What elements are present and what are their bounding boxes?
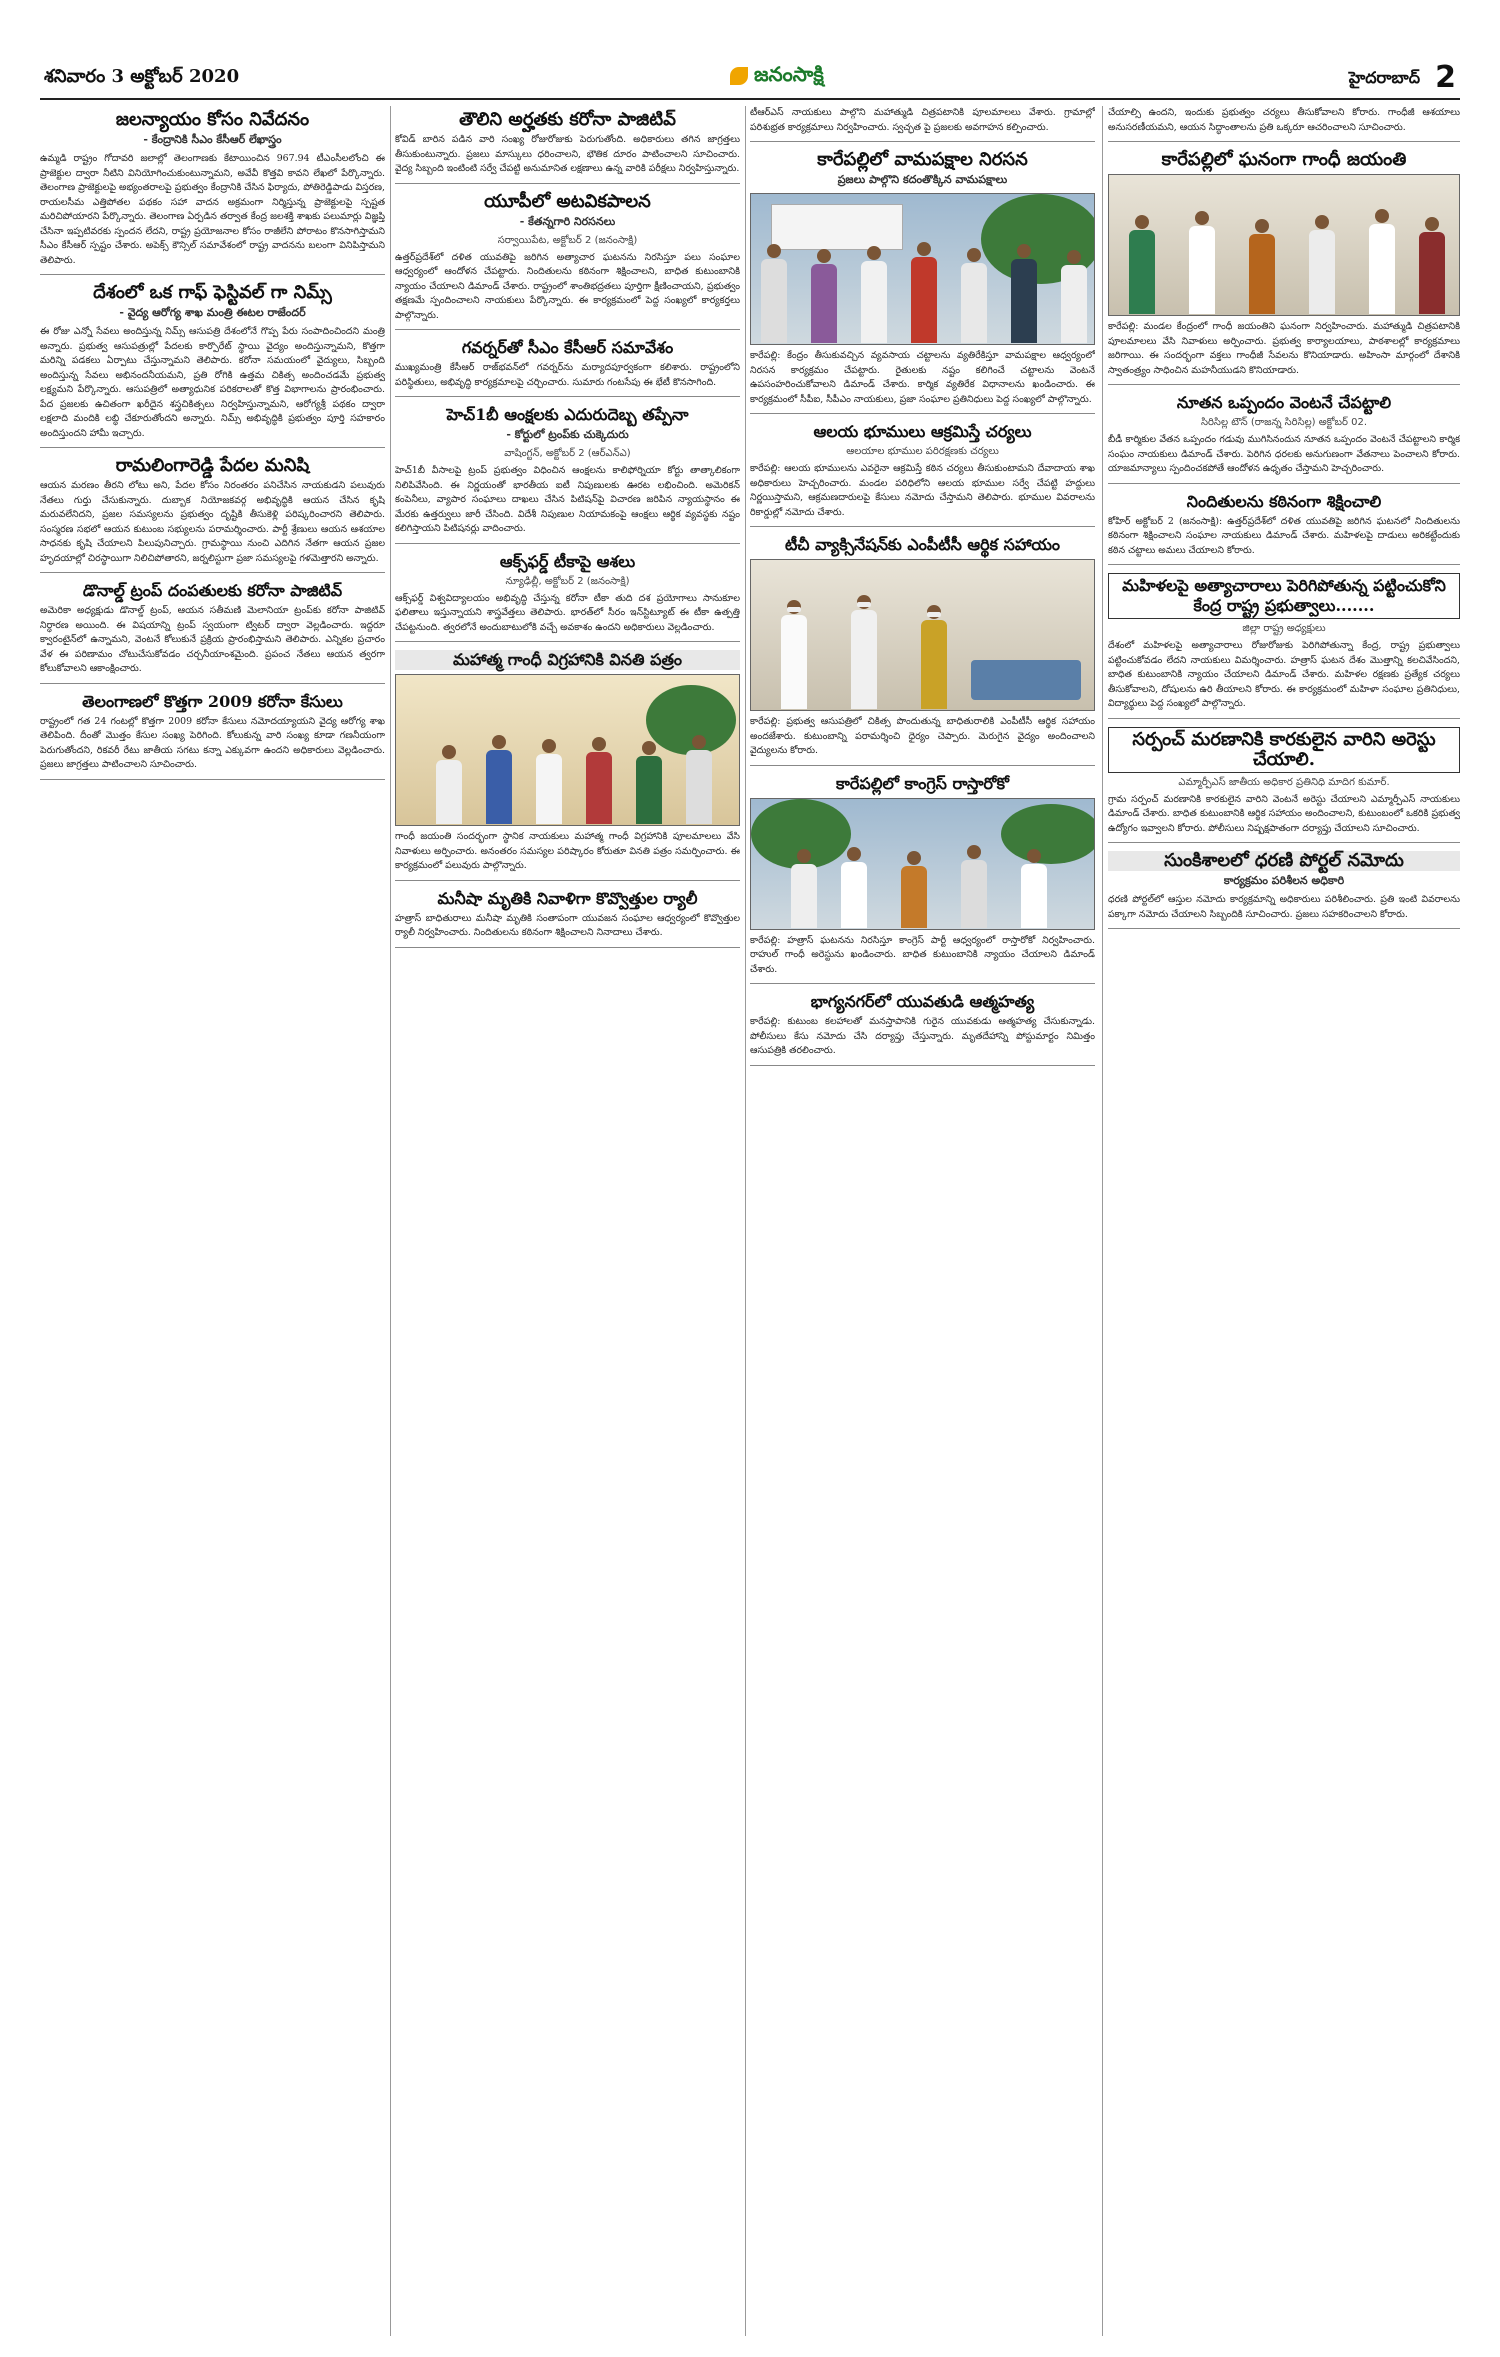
- article: [40, 283, 385, 448]
- person-figure: [1061, 250, 1087, 344]
- article-dateline: సర్వాయిపేట, అక్టోబర్ 2 (జనంసాక్షి): [497, 234, 638, 246]
- hospital-bed: [971, 660, 1081, 700]
- person-figure: [486, 735, 512, 825]
- person-figure: [961, 248, 987, 344]
- issue-date: శనివారం 3 అక్టోబర్ 2020: [44, 66, 240, 87]
- article: [1108, 492, 1460, 566]
- article: [40, 110, 385, 275]
- article-headline: సర్పంచ్ మరణానికి కారకులైన వారిని అరెస్టు చేయాలి.: [1108, 727, 1460, 773]
- article: [1108, 727, 1460, 844]
- article-dateline: వాషింగ్టన్, అక్టోబర్ 2 (ఆర్ఎన్ఎ): [504, 448, 631, 459]
- article-body: కారేపల్లి: ఆలయ భూములను ఎవరైనా ఆక్రమిస్తే కఠిన చర్యలు తీసుకుంటామని దేవాదాయ శాఖ అధికారులు హెచ్చరించారు. మండల పరిధిలోని ఆలయ భూముల సర్వే చేపట్టి హద్దులు నిర్ణయిస్తామని, ఆక్రమణదారులపై కేసులు నమోదు చేస్తామని తెలిపారు. భూముల వివరాలను రికార్డుల్లో నమోదు చేశారు.: [750, 463, 1095, 518]
- article: [750, 535, 1095, 766]
- article: [1108, 393, 1460, 484]
- article-body: చేయాల్సి ఉందని, ఇందుకు ప్రభుత్వం చర్యలు తీసుకోవాలని కోరారు. గాంధీజీ ఆశయాలు అనుసరణీయమని, ఆయన సిద్ధాంతాలను ప్రతి ఒక్కరూ ఆచరించాలని సూచించారు.: [1108, 107, 1460, 133]
- article-subhead: ప్రజలు పాల్గొని కదంతొక్కిన వామపక్షాలు: [837, 173, 1008, 186]
- article-headline: హెచ్1బీ ఆంక్షలకు ఎదురుదెబ్బ తప్పేనా: [446, 405, 689, 424]
- person-figure: [911, 242, 937, 344]
- person-figure: [851, 595, 877, 710]
- article-body: కారేపల్లి: కుటుంబ కలహాలతో మనస్తాపానికి గురైన యువకుడు ఆత్మహత్య చేసుకున్నాడు. పోలీసులు కేసు నమోదు చేసి దర్యాప్తు చేస్తున్నారు. మృతదేహాన్ని పోస్టుమార్టం నిమిత్తం ఆసుపత్రికి తరలించారు.: [750, 1016, 1095, 1056]
- article-body: కోవిడ్ బారిన పడిన వారి సంఖ్య రోజురోజుకు పెరుగుతోంది. అధికారులు తగిన జాగ్రత్తలు తీసుకుంటున్నారు. ప్రజలు మాస్కులు ధరించాలని, భౌతిక దూరం పాటించాలని సూచించారు. వైద్య సిబ్బంది ఇంటింటి సర్వే చేపట్టి అనుమానిత లక్షణాలు ఉన్న వారికి పరీక్షలు నిర్వహిస్తున్నారు.: [395, 134, 740, 174]
- person-figure: [811, 249, 837, 344]
- person-figure: [686, 735, 712, 825]
- article-body: ఉత్తర్‌ప్రదేశ్‌లో దళిత యువతిపై జరిగిన అత్యాచార ఘటనను నిరసిస్తూ పలు సంఘాల ఆధ్వర్యంలో ఆందోళన చేపట్టారు. నిందితులను కఠినంగా శిక్షించాలని, బాధిత కుటుంబానికి న్యాయం చేయాలని డిమాండ్ చేశారు. రాష్ట్రంలో శాంతిభద్రతలు పూర్తిగా క్షీణించాయని, ప్రభుత్వం తక్షణమే స్పందించాలని నాయకులు పేర్కొన్నారు. ఈ కార్యక్రమంలో పెద్ద సంఖ్యలో కార్యకర్తలు పాల్గొన్నారు.: [395, 251, 740, 321]
- article: [395, 405, 740, 544]
- masthead: [40, 62, 1460, 100]
- column-rule: [1102, 106, 1103, 2336]
- article: [750, 422, 1095, 527]
- news-photo: [750, 559, 1095, 711]
- article-subhead: - కేంద్రానికి సీఎం కేసీఆర్ లేఖాస్త్రం: [143, 133, 282, 146]
- person-figure: [961, 845, 987, 929]
- article-headline: జలన్యాయం కోసం నివేదనం: [115, 109, 310, 130]
- column-4: [1108, 106, 1460, 2346]
- article-headline: తెలంగాణలో కొత్తగా 2009 కరోనా కేసులు: [82, 691, 343, 711]
- logo-text: జనంసాక్షి: [754, 62, 824, 86]
- article-headline: డొనాల్డ్ ట్రంప్ దంపతులకు కరోనా పాజిటివ్: [82, 581, 343, 600]
- person-figure: [791, 849, 817, 929]
- article: [395, 338, 740, 397]
- article: [395, 192, 740, 331]
- article-body: ఈ రోజు ఎన్నో సేవలు అందిస్తున్న నిమ్స్ ఆసుపత్రి దేశంలోనే గొప్ప పేరు సంపాదించిందని మంత్రి అన్నారు. ప్రభుత్వ ఆసుపత్రుల్లో పేదలకు కార్పొరేట్ స్థాయి వైద్యం అందిస్తున్నామని, కొత్తగా మరిన్ని పడకలు ఏర్పాటు చేస్తున్నామని తెలిపారు. కరోనా సమయంలో వైద్యులు, సిబ్బంది అందిస్తున్న సేవలు అభినందనీయమని, ప్రతి రోగికి ఉత్తమ చికిత్స అందించడమే ప్రభుత్వ లక్ష్యమని పేర్కొన్నారు. ఆసుపత్రిలో అత్యాధునిక పరికరాలతో కొత్త విభాగాలను ప్రారంభించారు. పేద ప్రజలకు ఉచితంగా ఖరీదైన శస్త్రచికిత్సలు నిర్వహిస్తున్నామని, ఆరోగ్యశ్రీ పథకం ద్వారా లక్షలాది మందికి లబ్ధి చేకూరుతోందని అన్నారు. నిమ్స్ అభివృద్ధికి ప్రభుత్వం పూర్తి సహకారం అందిస్తుందని హామీ ఇచ్చారు.: [40, 326, 385, 439]
- news-photo: [395, 674, 740, 826]
- article-body: కారేపల్లి: కేంద్రం తీసుకువచ్చిన వ్యవసాయ చట్టాలను వ్యతిరేకిస్తూ వామపక్షాల ఆధ్వర్యంలో నిరసన కార్యక్రమం చేపట్టారు. రైతులకు నష్టం కలిగించే చట్టాలను వెంటనే ఉపసంహరించుకోవాలని డిమాండ్ చేశారు. కార్మిక వ్యతిరేక విధానాలను ఖండించారు. ఈ కార్యక్రమంలో సీపీఐ, సీపీఎం నాయకులు, ప్రజా సంఘాల ప్రతినిధులు పెద్ద సంఖ్యలో పాల్గొన్నారు.: [750, 350, 1095, 405]
- article: [750, 150, 1095, 414]
- leaf-icon: [730, 67, 748, 85]
- person-figure: [586, 737, 612, 825]
- article-headline: కారేపల్లిలో కాంగ్రెస్ రాస్తారోకో: [836, 773, 1009, 793]
- article-body: గ్రామ సర్పంచ్ మరణానికి కారకులైన వారిని వెంటనే అరెస్టు చేయాలని ఎమ్మార్పీఎస్ నాయకులు డిమాండ్ చేశారు. బాధిత కుటుంబానికి ఆర్థిక సహాయం అందించాలని, కుటుంబంలో ఒకరికి ప్రభుత్వ ఉద్యోగం ఇవ్వాలని కోరారు. పోలీసులు నిష్పక్షపాతంగా దర్యాప్తు చేయాలని సూచించారు.: [1108, 793, 1460, 834]
- article-headline: తౌలిని అర్హతకు కరోనా పాజిటివ్: [459, 109, 676, 130]
- person-figure: [921, 605, 947, 710]
- article-body: కారేపల్లి: హత్రాస్ ఘటనను నిరసిస్తూ కాంగ్రెస్ పార్టీ ఆధ్వర్యంలో రాస్తారోకో నిర్వహించారు. రాహుల్ గాంధీ అరెస్టును ఖండించారు. బాధిత కుటుంబానికి న్యాయం చేయాలని డిమాండ్ చేశారు.: [750, 934, 1095, 975]
- article-body: ఉమ్మడి రాష్ట్రం గోదావరి జలాల్లో తెలంగాణకు కేటాయించిన 967.94 టీఎంసీలలోంచి ఈ ప్రాజెక్టుల ద్వారా నీటిని వినియోగించుకుంటున్నామని, అవేవీ కొత్తవి కావని లేఖలో పేర్కొన్నారు. తెలంగాణ ప్రాజెక్టులపై అభ్యంతరాలపై ప్రభుత్వం కేంద్రానికి చేసిన ఫిర్యాదు, పోతిరెడ్డిపాడు విస్తరణ, రాయలసీమ ఎత్తిపోతల పథకం సహా వాదన అక్రమంగా నిర్మిస్తున్న ప్రాజెక్టులపై స్పష్టత మరిచిపోయారని పేర్కొన్నారు. తెలంగాణ ఏర్పడిన తర్వాత కేంద్ర జలశక్తి శాఖకు పలుమార్లు విజ్ఞప్తి చేసినా ఇప్పటివరకు స్పందన లేదని, రాష్ట్ర ప్రయోజనాల కోసం రాజీలేని పోరాటం కొనసాగిస్తామని సీఎం కేసీఆర్ స్పష్టం చేశారు. అపెక్స్ కౌన్సిల్ సమావేశంలో రాష్ట్ర వాదనను బలంగా వినిపిస్తామని తెలిపారు.: [40, 153, 385, 266]
- person-figure: [841, 847, 867, 929]
- person-figure: [636, 741, 662, 825]
- article-subhead: - కేతన్నగారి నిరసనలు: [519, 214, 616, 228]
- article-dateline: సిరిసిల్ల టౌన్ (రాజన్న సిరిసిల్ల) అక్టోబర్ 02.: [1200, 417, 1367, 428]
- person-figure: [536, 739, 562, 825]
- page-number: 2: [1435, 60, 1456, 95]
- article-headline: మహాత్మ గాంధీ విగ్రహానికి వినతి పత్రం: [395, 650, 740, 670]
- article-subhead: కార్యక్రమం పరిశీలన అధికారి: [1223, 874, 1345, 887]
- article-headline: గవర్నర్‌తో సీఎం కేసీఆర్ సమావేశం: [461, 338, 674, 357]
- article-headline: నిందితులను కఠినంగా శిక్షించాలి: [1186, 491, 1382, 511]
- article: [40, 692, 385, 780]
- article: [1108, 573, 1460, 719]
- article: [40, 581, 385, 684]
- person-figure: [861, 246, 887, 344]
- article-body: దేశంలో మహిళలపై అత్యాచారాలు రోజురోజుకు పెరిగిపోతున్నా కేంద్ర, రాష్ట్ర ప్రభుత్వాలు పట్టించుకోవడం లేదని నాయకులు విమర్శించారు. హత్రాస్ ఘటన దేశం మొత్తాన్ని కలచివేసిందని, బాధిత కుటుంబానికి న్యాయం చేయాలని డిమాండ్ చేశారు. మహిళల రక్షణకు ప్రత్యేక చర్యలు తీసుకోవాలని, దోషులను ఉరి తీయాలని కోరారు. ఈ కార్యక్రమంలో మహిళా సంఘాల ప్రతినిధులు, విద్యార్థులు పెద్ద సంఖ్యలో పాల్గొన్నారు.: [1108, 640, 1460, 709]
- article-body: ఆక్స్‌ఫర్డ్ విశ్వవిద్యాలయం అభివృద్ధి చేస్తున్న కరోనా టీకా తుది దశ ప్రయోగాలు సానుకూల ఫలితాలు ఇస్తున్నాయని శాస్త్రవేత్తలు తెలిపారు. భారత్‌లో సీరం ఇన్‌స్టిట్యూట్ ఈ టీకా ఉత్పత్తి చేపట్టనుంది. త్వరలోనే అందుబాటులోకి వచ్చే అవకాశం ఉందని అధికారులు వెల్లడించారు.: [395, 592, 740, 633]
- article-dateline: ఎమ్మార్పీఎస్ జాతీయ అధికార ప్రతినిధి మాదిగ కుమార్.: [1178, 776, 1390, 788]
- article-body: రాష్ట్రంలో గత 24 గంటల్లో కొత్తగా 2009 కరోనా కేసులు నమోదయ్యాయని వైద్య ఆరోగ్య శాఖ తెలిపింది. దీంతో మొత్తం కేసుల సంఖ్య పెరిగింది. కోలుకున్న వారి సంఖ్య కూడా గణనీయంగా పెరుగుతోందని, రికవరీ రేటు జాతీయ సగటు కన్నా ఎక్కువగా ఉందని అధికారులు వెల్లడించారు. ప్రజలు జాగ్రత్తలు పాటించాలని సూచించారు.: [40, 715, 385, 770]
- article-headline: నూతన ఒప్పందం వెంటనే చేపట్టాలి: [1176, 393, 1392, 412]
- article-body: కోహిర్ అక్టోబర్ 2 (జనంసాక్షి): ఉత్తర్‌ప్రదేశ్‌లో దళిత యువతిపై జరిగిన ఘటనలో నిందితులను కఠినంగా శిక్షించాలని సంఘాల నాయకులు డిమాండ్ చేశారు. మహిళలపై దాడులు అరికట్టేందుకు కఠిన చట్టాలు అమలు చేయాలని కోరారు.: [1108, 515, 1460, 556]
- article: [750, 992, 1095, 1066]
- article-body: టీఆర్ఎస్ నాయకులు పాల్గొని మహాత్ముడి చిత్రపటానికి పూలమాలలు వేశారు. గ్రామాల్లో పరిశుభ్రత కార్యక్రమాలు నిర్వహించారు. స్వచ్ఛత పై ప్రజలకు అవగాహన కల్పించారు.: [750, 107, 1095, 133]
- edition-city: హైదరాబాద్: [1348, 68, 1420, 87]
- article-headline: రామలింగారెడ్డి పేదల మనిషి: [115, 455, 310, 476]
- article-body: అమెరికా అధ్యక్షుడు డొనాల్డ్ ట్రంప్, ఆయన సతీమణి మెలానియా ట్రంప్‌కు కరోనా పాజిటివ్ నిర్ధారణ అయింది. ఈ విషయాన్ని ట్రంప్ స్వయంగా ట్విటర్ ద్వారా వెల్లడించారు. ఇద్దరూ క్వారంటైన్‌లో ఉన్నామని, వెంటనే కోలుకునే ప్రక్రియ ప్రారంభిస్తామని తెలిపారు. ఎన్నికల ప్రచారం వేళ ఈ పరిణామం చోటుచేసుకోవడం చర్చనీయాంశమైంది. ప్రపంచ నేతలు ఆయన త్వరగా కోలుకోవాలని ఆకాంక్షించారు.: [40, 605, 385, 674]
- article-headline: కారేపల్లిలో ఘనంగా గాంధీ జయంతి: [1161, 149, 1407, 170]
- article: [1108, 150, 1460, 385]
- article: [1108, 106, 1460, 142]
- tree-shape: [1001, 804, 1095, 864]
- person-figure: [1011, 244, 1037, 344]
- article-headline: మనీషా మృతికి నివాళిగా కొవ్వొత్తుల ర్యాలీ: [437, 888, 698, 908]
- article-body: ధరణి పోర్టల్‌లో ఆస్తుల నమోదు కార్యక్రమాన్ని అధికారులు పరిశీలించారు. ప్రతి ఇంటి వివరాలను పక్కాగా నమోదు చేయాలని సిబ్బందికి సూచించారు. ప్రజలు సహకరించాలని కోరారు.: [1108, 894, 1460, 920]
- article-headline: కారేపల్లిలో వామపక్షాల నిరసన: [817, 149, 1028, 170]
- article-body: బీడీ కార్మికుల వేతన ఒప్పందం గడువు ముగిసినందున నూతన ఒప్పందం వెంటనే చేపట్టాలని కార్మిక సంఘం నాయకులు డిమాండ్ చేశారు. పెరిగిన ధరలకు అనుగుణంగా వేతనాలు పెంచాలని కోరారు. యాజమాన్యాలు స్పందించకపోతే ఆందోళన ఉధృతం చేస్తామని హెచ్చరించారు.: [1108, 434, 1460, 474]
- article: [395, 889, 740, 948]
- article-headline: మహిళలపై అత్యాచారాలు పెరిగిపోతున్న పట్టించుకోని కేంద్ర రాష్ట్ర ప్రభుత్వాలు.......: [1108, 573, 1460, 619]
- person-figure: [1021, 849, 1047, 929]
- column-rule: [745, 106, 746, 2336]
- article-headline: టీచీ వ్యాక్సినేషన్‌కు ఎంపీటీసీ ఆర్థిక సహాయం: [784, 535, 1061, 554]
- article-body: హెచ్1బీ వీసాలపై ట్రంప్ ప్రభుత్వం విధించిన ఆంక్షలను కాలిఫోర్నియా కోర్టు తాత్కాలికంగా నిలిపివేసింది. ఈ నిర్ణయంతో భారతీయ ఐటీ నిపుణులకు ఊరట లభించింది. అమెరికన్ కంపెనీలు, వ్యాపార సంఘాలు దాఖలు చేసిన పిటిషన్‌పై విచారణ జరిపిన న్యాయస్థానం ఈ మేరకు ఉత్తర్వులు జారీ చేసింది. విదేశీ నిపుణుల నియామకంపై ఆంక్షలు ఆర్థిక వ్యవస్థకు నష్టం కలిగిస్తాయని పిటిషనర్లు వాదించారు.: [395, 465, 740, 534]
- article-headline: భాగ్యనగర్‌లో యువతుడి ఆత్మహత్య: [810, 992, 1035, 1011]
- article-body: కారేపల్లి: మండల కేంద్రంలో గాంధీ జయంతిని ఘనంగా నిర్వహించారు. మహాత్ముడి చిత్రపటానికి పూలమాలలు వేసి నివాళులు అర్పించారు. ప్రభుత్వ కార్యాలయాలు, పాఠశాలల్లో కార్యక్రమాలు జరిగాయి. ఈ సందర్భంగా వక్తలు గాంధీజీ సేవలను కొనియాడారు. అహింసా మార్గంలో దేశానికి స్వాతంత్ర్యం సాధించిన మహనీయుడని కొనియాడారు.: [1108, 321, 1460, 376]
- protest-banner: [771, 204, 903, 250]
- article-body: ముఖ్యమంత్రి కేసీఆర్ రాజ్‌భవన్‌లో గవర్నర్‌ను మర్యాదపూర్వకంగా కలిశారు. రాష్ట్రంలోని పరిస్థితులు, అభివృద్ధి కార్యక్రమాలపై చర్చించారు. సుమారు గంటసేపు ఈ భేటీ కొనసాగింది.: [395, 362, 740, 388]
- person-figure: [1369, 209, 1395, 315]
- article: [750, 106, 1095, 142]
- article-headline: యూపీలో అటవికపాలన: [484, 190, 651, 212]
- article: [395, 650, 740, 881]
- article: [395, 110, 740, 184]
- article-body: గాంధీ జయంతి సందర్భంగా స్థానిక నాయకులు మహాత్మ గాంధీ విగ్రహానికి పూలమాలలు వేసి నివాళులు అర్పించారు. అనంతరం సమస్యల పరిష్కారం కోరుతూ వినతి పత్రం సమర్పించారు. ఈ కార్యక్రమంలో పలువురు పాల్గొన్నారు.: [395, 831, 740, 871]
- article: [750, 774, 1095, 985]
- column-3: [750, 106, 1095, 2346]
- article-dateline: న్యూఢిల్లీ, అక్టోబర్ 2 (జనంసాక్షి): [505, 575, 630, 587]
- newspaper-logo: [730, 62, 824, 91]
- column-rule: [390, 106, 391, 2336]
- article-headline: ఆక్స్‌ఫర్డ్ టీకాపై ఆశలు: [499, 551, 636, 571]
- news-photo: [750, 193, 1095, 345]
- news-photo: [750, 798, 1095, 930]
- person-figure: [1249, 219, 1275, 315]
- article-headline: సుంకిశాలలో ధరణి పోర్టల్ నమోదు: [1108, 851, 1460, 871]
- person-figure: [1419, 217, 1445, 315]
- article-headline: ఆలయ భూములు ఆక్రమిస్తే చర్యలు: [813, 422, 1032, 441]
- article-body: హత్రాస్ బాధితురాలు మనీషా మృతికి సంతాపంగా యువజన సంఘాల ఆధ్వర్యంలో కొవ్వొత్తుల ర్యాలీ నిర్వహించారు. నిందితులను కఠినంగా శిక్షించాలని నినాదాలు చేశారు.: [395, 912, 740, 938]
- news-photo: [1108, 174, 1460, 316]
- article-subhead: - కోర్టులో ట్రంప్‌కు చుక్కెదురు: [506, 428, 629, 441]
- column-1: [40, 106, 385, 2346]
- article-headline: దేశంలో ఒక గాఫ్ ఫెస్టివల్ గా నిమ్స్: [93, 282, 332, 303]
- article: [395, 552, 740, 643]
- article: [1108, 851, 1460, 929]
- article-body: ఆయన మరణం తీరని లోటు అని, పేదల కోసం నిరంతరం పనిచేసిన నాయకుడని పలువురు నేతలు గుర్తు చేసుకున్నారు. దుబ్బాక నియోజకవర్గ అభివృద్ధికి ఆయన చేసిన కృషి మరువలేనిదని, ప్రజల సమస్యలను ప్రభుత్వం దృష్టికి తీసుకెళ్లి పరిష్కరించారని తెలిపారు. సంస్మరణ సభలో ఆయన కుటుంబ సభ్యులను పరామర్శించారు. పార్టీ శ్రేణులు ఆయన ఆశయాల సాధనకు కృషి చేయాలని పిలుపునిచ్చారు. గ్రామస్థాయి నుంచి ఎదిగిన నేతగా ఆయన ప్రజల హృదయాల్లో చిరస్థాయిగా నిలిచిపోతారని, జర్నలిస్టుగా ప్రజా సమస్యలపై గళమెత్తారని అన్నారు.: [40, 480, 385, 564]
- person-figure: [761, 244, 787, 344]
- article: [40, 456, 385, 573]
- article-dateline: జిల్లా రాష్ట్ర అధ్యక్షులు: [1242, 623, 1326, 634]
- article-dateline: ఆలయాల భూముల పరిరక్షణకు చర్యలు: [846, 446, 999, 457]
- person-figure: [1189, 211, 1215, 315]
- article-body: కారేపల్లి: ప్రభుత్వ ఆసుపత్రిలో చికిత్స పొందుతున్న బాధితురాలికి ఎంపీటీసీ ఆర్థిక సహాయం అందజేశారు. కుటుంబాన్ని పరామర్శించి ధైర్యం చెప్పారు. మెరుగైన వైద్యం అందించాలని వైద్యులను కోరారు.: [750, 716, 1095, 756]
- person-figure: [436, 745, 462, 825]
- article-subhead: - వైద్య ఆరోగ్య శాఖ మంత్రి ఈటల రాజేందర్: [119, 306, 306, 319]
- person-figure: [781, 600, 807, 710]
- person-figure: [901, 851, 927, 929]
- column-2: [395, 106, 740, 2346]
- person-figure: [1129, 215, 1155, 315]
- person-figure: [1309, 215, 1335, 315]
